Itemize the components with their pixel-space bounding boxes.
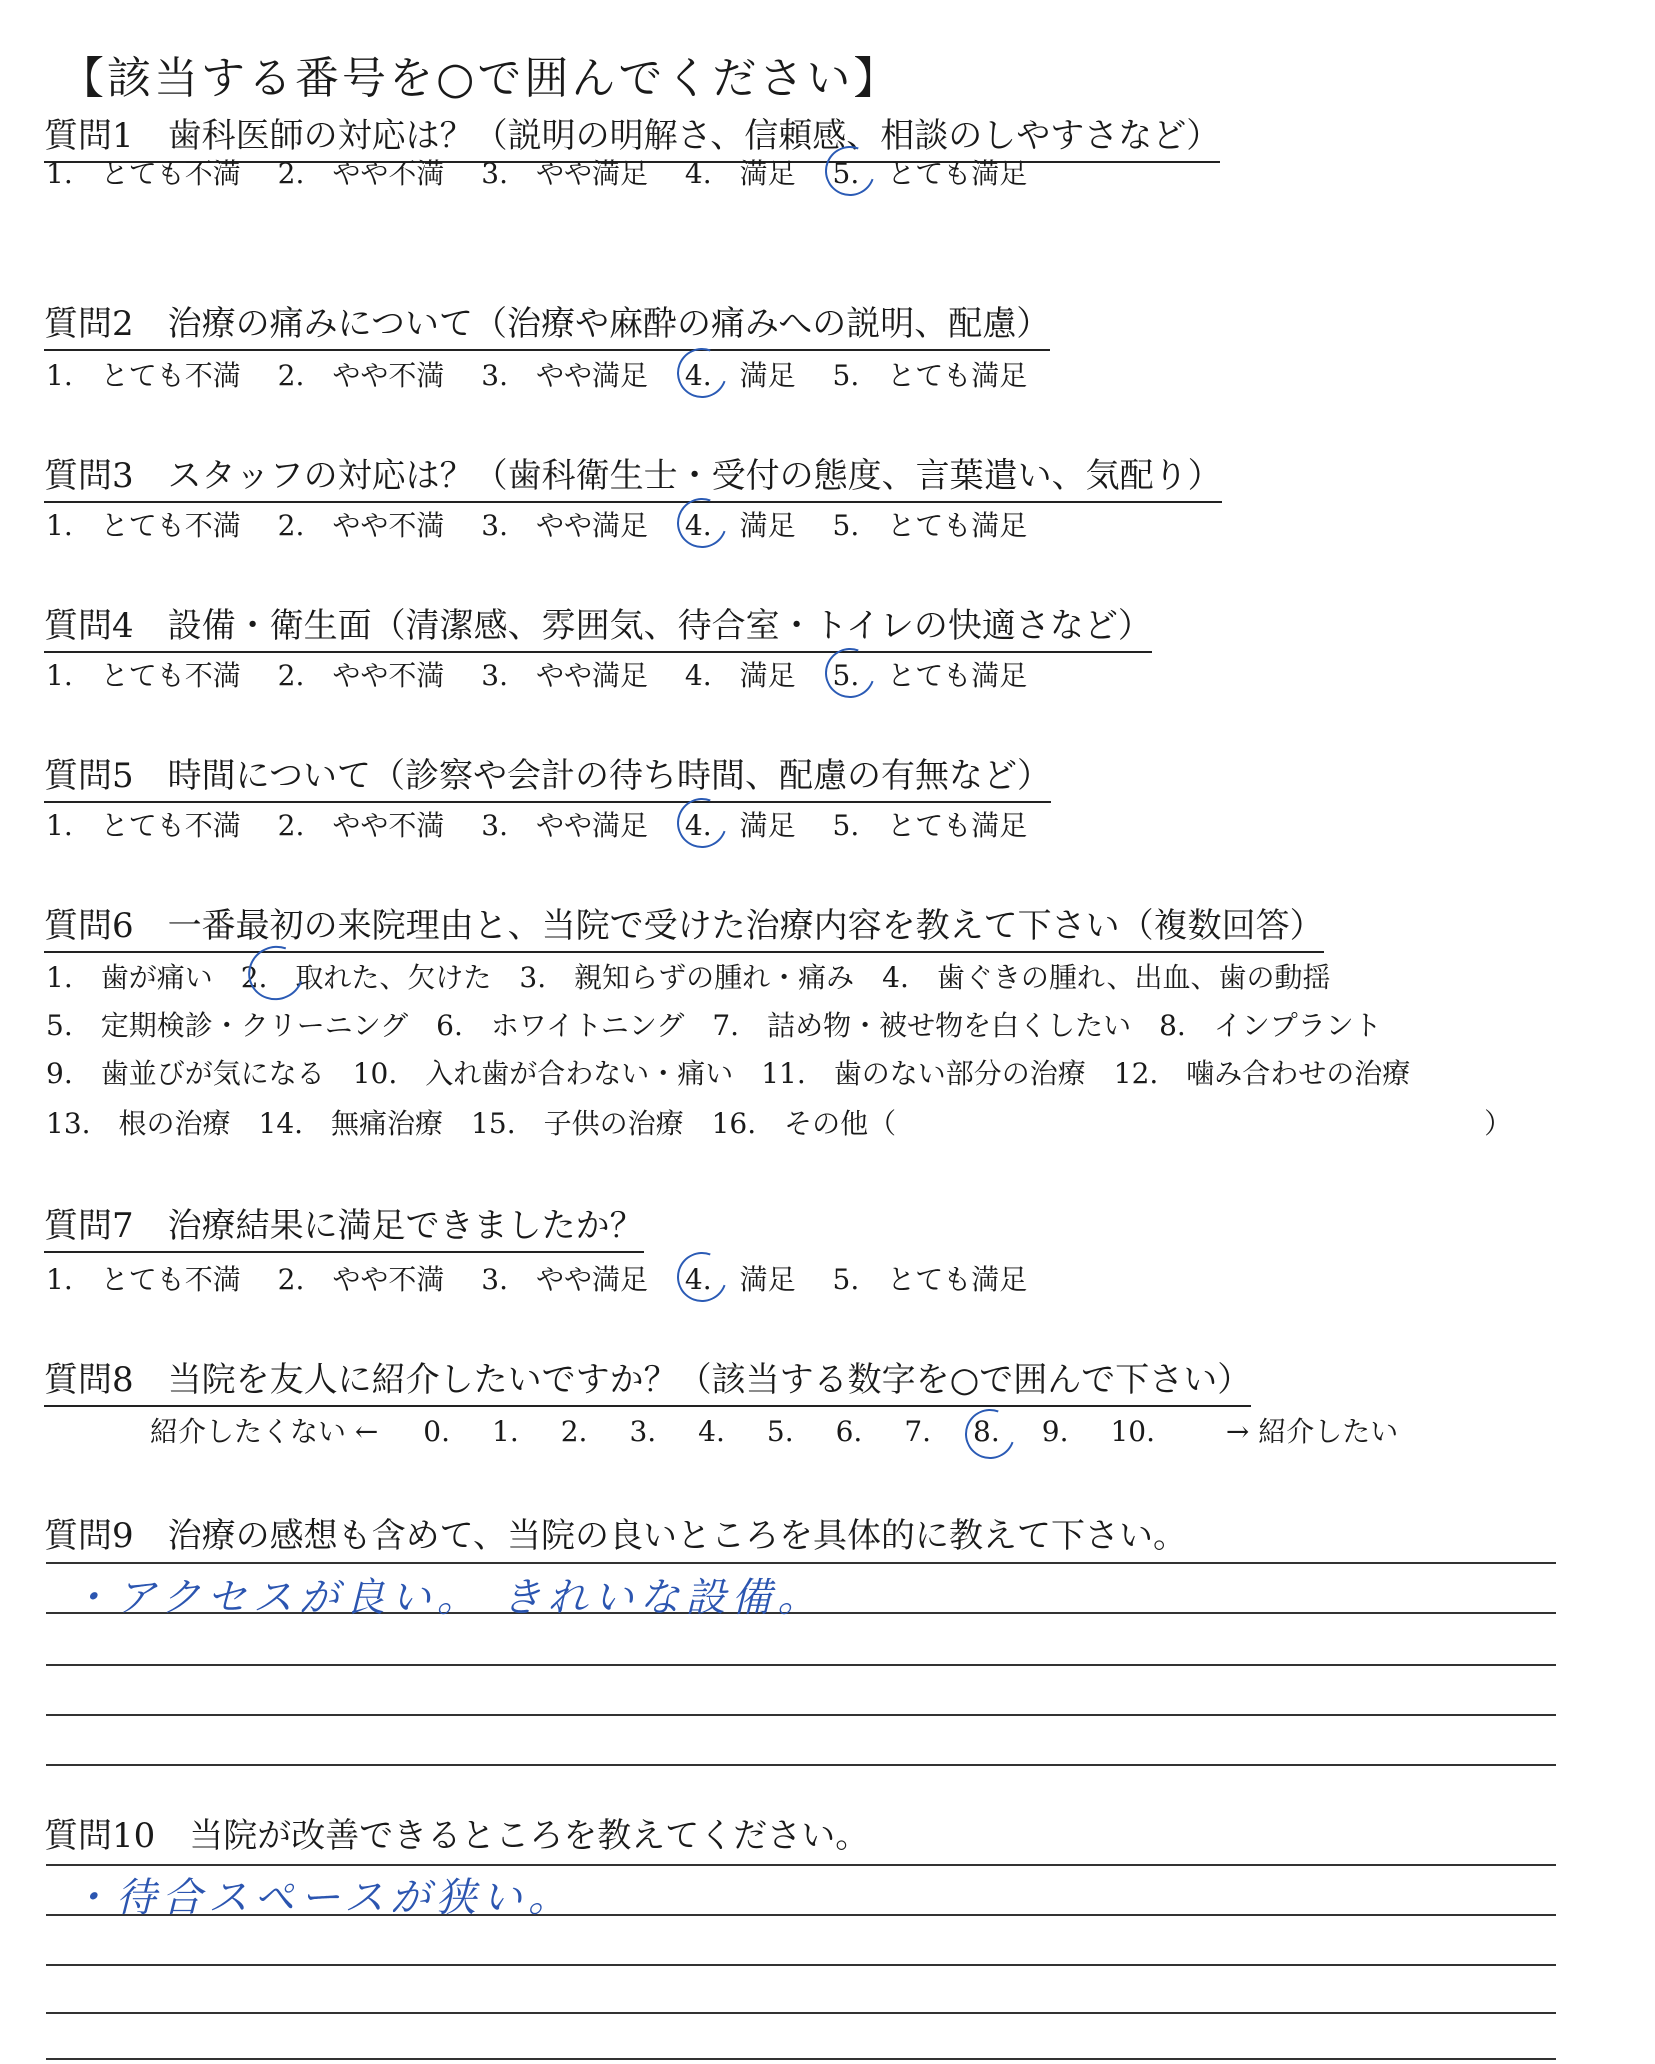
question-7-heading: 質問7 治療結果に満足できましたか？ [44, 1198, 644, 1253]
question-2-heading: 質問2 治療の痛みについて（治療や麻酔の痛みへの説明、配慮） [44, 296, 1050, 351]
answer-line [46, 2058, 1556, 2060]
option-1[interactable]: 1. とても不満 [46, 359, 241, 392]
option-4[interactable]: 4. 満足 [685, 804, 796, 844]
scale-left-label: 紹介したくない ← [150, 1415, 379, 1448]
answer-circle-q7 [669, 1244, 735, 1310]
question-5-heading: 質問5 時間について（診察や会計の待ち時間、配慮の有無など） [44, 748, 1051, 803]
option-5[interactable]: 5. とても満足 [833, 152, 1028, 192]
question-8-scale [150, 1410, 1398, 1450]
question-9-answer[interactable]: ・アクセスが良い。 きれいな設備。 [70, 1575, 824, 1621]
question-6-line-1[interactable]: 1. 歯が痛い 2. 取れた、欠けた 3. 親知らずの腫れ・痛み 4. 歯ぐきの腫れ、出血、歯の動揺 [46, 961, 1331, 994]
answer-line [46, 1714, 1556, 1716]
scale-number-9[interactable]: 9. [1041, 1415, 1069, 1448]
question-6-heading: 質問6 一番最初の来院理由と、当院で受けた治療内容を教えて下さい（複数回答） [44, 898, 1324, 953]
option-2[interactable]: 2. やや不満 [277, 1263, 445, 1296]
scale-number-7[interactable]: 7. [904, 1415, 932, 1448]
option-5[interactable]: 5. とても満足 [832, 359, 1028, 392]
question-3-heading: 質問3 スタッフの対応は？（歯科衛生士・受付の態度、言葉遣い、気配り） [44, 448, 1222, 503]
answer-line [46, 1664, 1556, 1666]
option-2[interactable]: 2. やや不満 [277, 659, 445, 692]
scale-numbers [423, 1415, 1197, 1448]
option-5[interactable]: 5. とても満足 [833, 654, 1028, 694]
question-5-options [46, 804, 1055, 844]
question-1-heading: 質問1 歯科医師の対応は？（説明の明解さ、信頼感、相談のしやすさなど） [44, 108, 1220, 163]
question-3-options [46, 504, 1055, 544]
answer-line [46, 1562, 1556, 1564]
question-4-heading: 質問4 設備・衛生面（清潔感、雰囲気、待合室・トイレの快適さなど） [44, 598, 1152, 653]
option-4[interactable]: 4. 満足 [685, 1258, 796, 1298]
question-6-line-4[interactable]: 13. 根の治療 14. 無痛治療 15. 子供の治療 16. その他（ ） [46, 1107, 1513, 1140]
option-5[interactable]: 5. とても満足 [832, 509, 1028, 542]
question-10-answer[interactable]: ・待合スペースが狭い。 [70, 1875, 574, 1921]
question-4-options [46, 654, 1055, 694]
question-2-options [46, 354, 1055, 394]
option-2[interactable]: 2. やや不満 [277, 509, 445, 542]
option-1[interactable]: 1. とても不満 [46, 509, 241, 542]
scale-number-10[interactable]: 10. [1110, 1415, 1155, 1448]
question-1-options [46, 152, 1055, 192]
question-10-heading: 質問10 当院が改善できるところを教えてください。 [44, 1816, 870, 1856]
option-4[interactable]: 4. 満足 [685, 354, 796, 394]
option-3[interactable]: 3. やや満足 [481, 157, 648, 190]
answer-circle-q8 [957, 1401, 1023, 1467]
option-3[interactable]: 3. やや満足 [481, 1263, 648, 1296]
option-2[interactable]: 2. やや不満 [277, 809, 445, 842]
scale-number-0[interactable]: 0. [423, 1415, 450, 1448]
question-6-line-3[interactable]: 9. 歯並びが気になる 10. 入れ歯が合わない・痛い 11. 歯のない部分の治療 12. 噛み合わせの治療 [46, 1057, 1411, 1090]
scale-number-3[interactable]: 3. [629, 1415, 657, 1448]
question-8-heading: 質問8 当院を友人に紹介したいですか？（該当する数字を○で囲んで下さい） [44, 1352, 1251, 1407]
question-6-line-2[interactable]: 5. 定期検診・クリーニング 6. ホワイトニング 7. 詰め物・被せ物を白くしたい 8. インプラント [46, 1009, 1382, 1042]
option-1[interactable]: 1. とても不満 [46, 157, 241, 190]
option-3[interactable]: 3. やや満足 [481, 509, 648, 542]
option-5[interactable]: 5. とても満足 [832, 1263, 1028, 1296]
question-9-heading: 質問9 治療の感想も含めて、当院の良いところを具体的に教えて下さい。 [44, 1516, 1187, 1556]
scale-number-8[interactable]: 8. [973, 1415, 1000, 1448]
scale-number-2[interactable]: 2. [560, 1415, 588, 1448]
page-title: 【該当する番号を○で囲んでください】 [60, 53, 901, 104]
answer-line [46, 1964, 1556, 1966]
answer-line [46, 1764, 1556, 1766]
option-4[interactable]: 4. 満足 [684, 157, 796, 190]
option-5[interactable]: 5. とても満足 [832, 809, 1028, 842]
answer-line [46, 2012, 1556, 2014]
option-4[interactable]: 4. 満足 [685, 504, 796, 544]
scale-number-1[interactable]: 1. [492, 1415, 519, 1448]
option-1[interactable]: 1. とても不満 [46, 659, 241, 692]
option-2[interactable]: 2. やや不満 [277, 359, 445, 392]
scale-right-label: → 紹介したい [1225, 1415, 1399, 1448]
question-7-options [46, 1258, 1055, 1298]
option-3[interactable]: 3. やや満足 [481, 659, 648, 692]
option-2[interactable]: 2. やや不満 [277, 157, 445, 190]
scale-number-5[interactable]: 5. [766, 1415, 794, 1448]
option-3[interactable]: 3. やや満足 [481, 359, 648, 392]
scale-number-6[interactable]: 6. [835, 1415, 863, 1448]
option-1[interactable]: 1. とても不満 [46, 809, 241, 842]
scale-number-4[interactable]: 4. [698, 1415, 725, 1448]
option-4[interactable]: 4. 満足 [684, 659, 796, 692]
option-1[interactable]: 1. とても不満 [46, 1263, 241, 1296]
option-3[interactable]: 3. やや満足 [481, 809, 648, 842]
